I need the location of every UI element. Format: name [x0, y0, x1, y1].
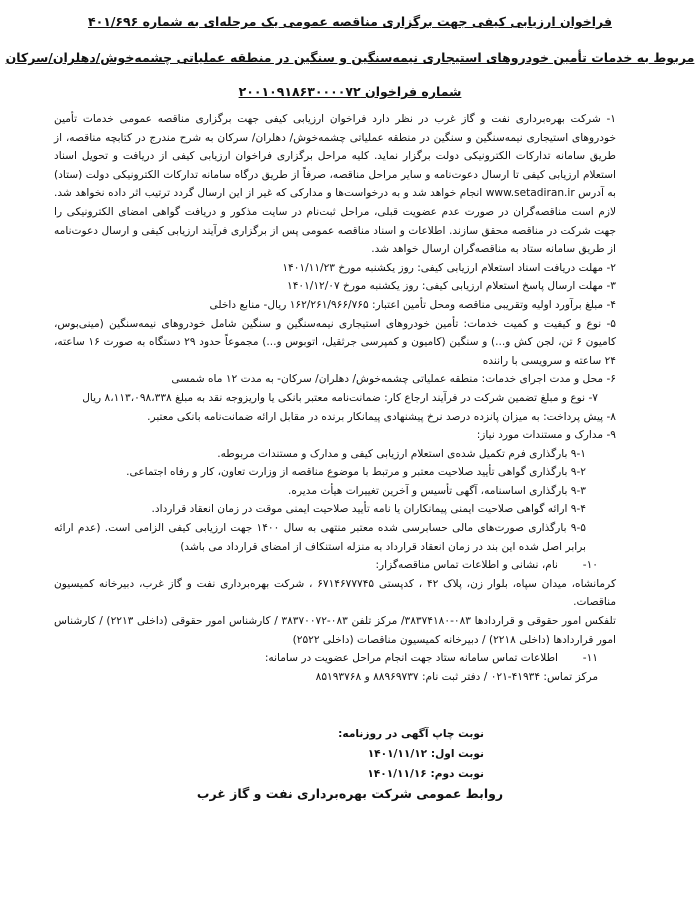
clause-10-phones: تلفکس امور حقوقی و قراردادها ۰۸۳-۳۸۳۷۴۱۸۰/ مرکز تلفن ۰۸۳-۳۸۳۷۰۰۷۲ / کارشناس امور حقوقی (داخلی ۲۲۱۳) / کارشناس امور قراردادها (داخلی ۲۲۱۸) / دبیرخانه کمیسیون مناقصات (داخلی ۲۵۲۲)	[54, 615, 616, 646]
title-line-2: مربوط به خدمات تأمین خودروهای استیجاری نیمه‌سنگین و سنگین در منطقه عملیاتی چشمه‌خوش/دهلران/سرکان	[5, 50, 695, 65]
second-print-date: نوبت دوم: ۱۴۰۱/۱۱/۱۶	[367, 768, 484, 780]
clause-10	[54, 556, 616, 575]
print-heading: نوبت چاپ آگهی در روزنامه:	[338, 728, 484, 740]
clause-10-text: نام، نشانی و اطلاعات تماس مناقصه‌گزار:	[375, 559, 558, 572]
clause-9-1: ۹-۱ بارگذاری فرم تکمیل شده‌ی استعلام ارزیابی کیفی و مدارک و مستندات مربوطه.	[217, 447, 586, 460]
first-print-date: نوبت اول: ۱۴۰۱/۱۱/۱۲	[367, 748, 484, 760]
clause-6: ۶- محل و مدت اجرای خدمات: منطقه عملیاتی چشمه‌خوش/ دهلران/ سرکان- به مدت ۱۲ ماه شمسی	[171, 373, 616, 386]
clause-11-phones: مرکز تماس: ۴۱۹۳۴-۰۲۱ / دفتر ثبت نام: ۸۸۹۶۹۷۳۷ و ۸۵۱۹۳۷۶۸	[315, 670, 598, 683]
title-line-3: شماره فراخوان ۲۰۰۱۰۹۱۸۶۳۰۰۰۰۷۲	[238, 84, 462, 99]
clause-2: ۲- مهلت دریافت اسناد استعلام ارزیابی کیفی: روز یکشنبه مورخ ۱۴۰۱/۱۱/۲۳	[282, 261, 616, 274]
clause-9-2: ۹-۲ بارگذاری گواهی تأیید صلاحیت معتبر و مرتبط با موضوع مناقصه از وزارت تعاون، کار و رفاه اجتماعی.	[126, 466, 586, 479]
clause-8: ۸- پیش پرداخت: به میزان پانزده درصد نرخ پیشنهادی پیمانکار برنده در مقابل ارائه ضمانت‌نامه بانکی معتبر.	[147, 410, 616, 423]
clause-4: ۴- مبلغ برآورد اولیه وتقریبی مناقصه ومحل تأمین اعتبار: ۱۶۲/۲۶۱/۹۶۶/۷۶۵ ریال- منابع داخلی	[209, 298, 616, 311]
signature-public-relations: روابط عمومی شرکت بهره‌برداری نفت و گاز غرب	[196, 786, 504, 801]
clause-9-3: ۹-۳ بارگذاری اساسنامه، آگهی تأسیس و آخرین تغییرات هیأت مدیره.	[288, 484, 586, 497]
title-line-1: فراخوان ارزیابی کیفی جهت برگزاری مناقصه عمومی یک مرحله‌ای به شماره ۴۰۱/۶۹۶	[87, 14, 613, 29]
print-schedule	[338, 724, 484, 784]
clause-10-address: کرمانشاه، میدان سپاه، بلوار زن، پلاک ۴۲ ، کدپستی ۶۷۱۴۶۷۷۷۴۵ ، شرکت بهره‌برداری نفت و گاز غرب، دبیرخانه کمیسیون مناقصات.	[54, 577, 616, 609]
clause-7: ۷- نوع و مبلغ تضمین شرکت در فرآیند ارجاع کار: ضمانت‌نامه معتبر بانکی یا واریزوجه نقد به مبلغ ۸،۱۱۳،۰۹۸،۳۳۸ ریال	[82, 391, 598, 404]
clause-11-text: اطلاعات تماس سامانه ستاد جهت انجام مراحل عضویت در سامانه:	[264, 652, 558, 665]
clause-11-number: ۱۱-	[582, 652, 598, 665]
clause-1: ۱- شرکت بهره‌برداری نفت و گاز غرب در نظر دارد فراخوان ارزیابی کیفی جهت برگزاری مناقصه عمومی خدمات تأمین خودروهای استیجاری نیمه‌سنگین و سنگین در منطقه عملیاتی چشمه‌خوش/ دهلران/ سرکان به شرح مندرج در کتابچه مناقصه، از طریق سامانه تدارکات الکترونیکی دولت برگزار نماید. کلیه مراحل برگزاری فراخوان ارزیابی کیفی از دریافت و تحویل اسناد استعلام ارزیابی کیفی تا ارسال دعوت‌نامه و سایر مراحل مناقصه، صرفاً از طریق درگاه سامانه تدارکات الکترونیکی دولت (ستاد) به آدرس www.setadiran.ir انجام خواهد شد و به درخواست‌ها و مدارکی که غیر از این ارسال گردد ترتیب اثر داده نخواهد شد. لازم است مناقصه‌گران در صورت عدم عضویت قبلی، مراحل ثبت‌نام در سایت مذکور و دریافت گواهی امضای الکترونیکی را جهت شرکت در مناقصه محقق سازند. اطلاعات و اسناد مناقصه عمومی پس از برگزاری فرآیند ارزیابی کیفی و ارسال دعوت‌نامه از طریق سامانه ستاد به مناقصه‌گران ارسال خواهد شد.	[54, 113, 616, 256]
notice-body	[54, 110, 616, 686]
clause-9-5: ۹-۵ بارگذاری صورت‌های مالی حسابرسی شده معتبر منتهی به سال ۱۴۰۰ جهت ارزیابی کیفی الزامی است. (عدم ارائه برابر اصل شده این بند در زمان انعقاد قرارداد به منزله استنکاف از امضای قرارداد می باشد)	[54, 522, 586, 553]
clause-3: ۳- مهلت ارسال پاسخ استعلام ارزیابی کیفی: روز یکشنبه مورخ ۱۴۰۱/۱۲/۰۷	[287, 280, 616, 293]
clause-9-4: ۹-۴ ارائه گواهی صلاحیت ایمنی پیمانکاران یا نامه تأیید صلاحیت ایمنی موقت در زمان انعقاد قرارداد.	[151, 503, 586, 516]
clause-9: ۹- مدارک و مستندات مورد نیاز:	[476, 429, 616, 442]
clause-11	[54, 649, 616, 668]
clause-10-number: ۱۰-	[582, 559, 598, 572]
clause-5: ۵- نوع و کیفیت و کمیت خدمات: تأمین خودروهای استیجاری نیمه‌سنگین و سنگین شامل خودروهای نیمه‌سنگین (مینی‌بوس، کامیون ۶ تن، لجن کش و...) و سنگین (کامیون و کمپرسی جرثقیل، اتوبوس و...) مجموعاً حدود ۲۹ دستگاه به صورت ۱۶ ساعته، ۲۴ ساعته و سرویسی با راننده	[54, 317, 617, 367]
